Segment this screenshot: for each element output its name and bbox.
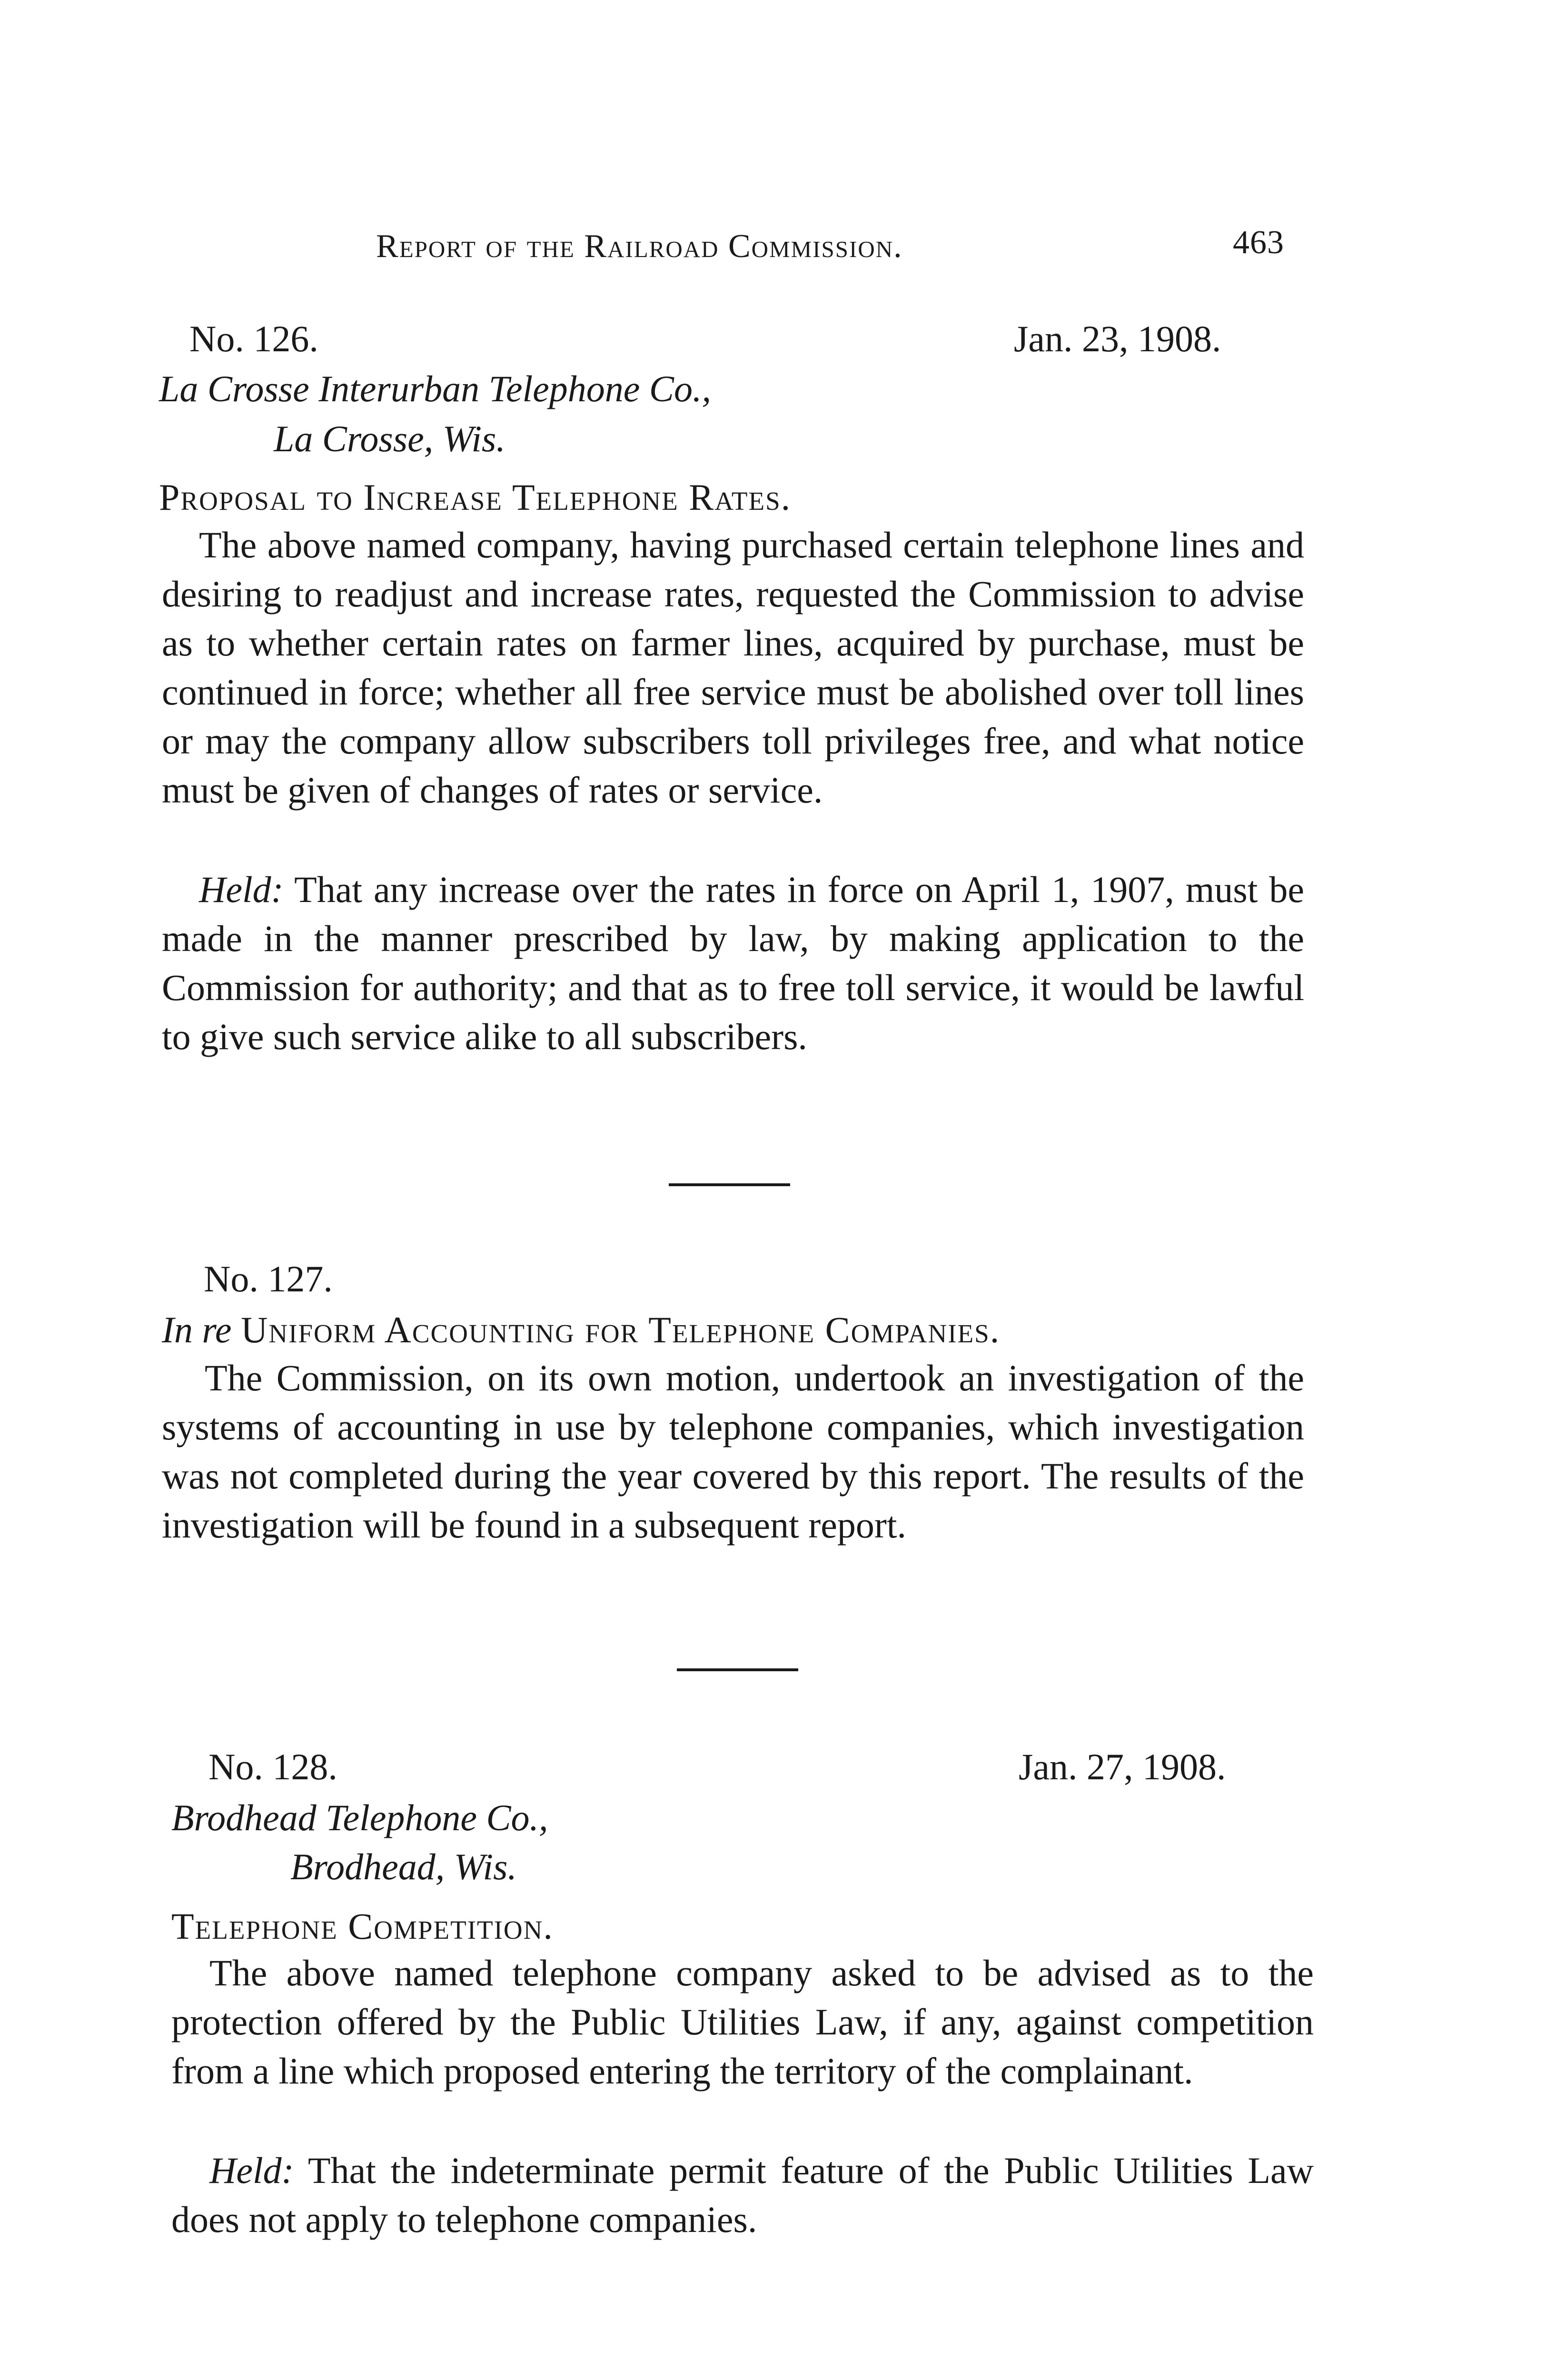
entry-126-subject: Proposal to Increase Telephone Rates.	[159, 476, 792, 518]
entry-128-party-location: Brodhead, Wis.	[290, 1846, 517, 1887]
running-title: Report of the Railroad Commission.	[376, 228, 903, 265]
entry-128-date: Jan. 27, 1908.	[1019, 1746, 1226, 1787]
entry-127-subject-prefix: In re	[162, 1309, 232, 1350]
entry-126-party-location: La Crosse, Wis.	[274, 418, 505, 459]
entry-128-party-name: Brodhead Telephone Co.,	[171, 1797, 548, 1838]
held-label: Held:	[209, 2150, 294, 2191]
entry-128-paragraph: The above named telephone company asked to be advised as to the protection offered by the Public Utilities Law, if any, against competition from a line which proposed entering the territory of the complainant.	[171, 1952, 1314, 2092]
entry-126-date: Jan. 23, 1908.	[1014, 318, 1221, 359]
section-divider	[669, 1183, 790, 1186]
held-text: That the indeterminate permit feature of the Public Utilities Law does not apply to telephone companies.	[171, 2150, 1314, 2240]
entry-126-paragraph: The above named company, having purchased certain telephone lines and desiring to readjust and increase rates, requested the Commission to advise as to whether certain rates on farmer lines, acquired by purchase, must be continued in force; whether all free service must be abolished over toll lines or may the company allow subscribers toll privileges free, and what notice must be given of changes of rates or service.	[162, 524, 1304, 811]
section-divider	[677, 1668, 798, 1671]
entry-128-holding	[171, 2146, 1314, 2244]
entry-126-holding	[162, 865, 1304, 1061]
held-text: That any increase over the rates in force on April 1, 1907, must be made in the manner prescribed by law, by making application to the Commission for authority; and that as to free toll service, it would be lawful to give such service alike to all subscribers.	[162, 869, 1304, 1057]
entry-127-number: No. 127.	[204, 1258, 333, 1299]
entry-128-subject: Telephone Competition.	[171, 1905, 554, 1947]
held-label: Held:	[199, 869, 284, 910]
entry-127-subject: Uniform Accounting for Telephone Companies.	[241, 1309, 1001, 1350]
entry-126-number: No. 126.	[189, 318, 318, 359]
entry-127-paragraph: The Commission, on its own motion, undertook an investigation of the systems of accounting in use by telephone companies, which investigation was not completed during the year covered by this report. The results of the investigation will be found in a subsequent report.	[162, 1357, 1304, 1546]
page-number: 463	[1233, 224, 1284, 261]
entry-127-subject-line	[162, 1305, 1000, 1355]
entry-128-number: No. 128.	[208, 1746, 337, 1787]
entry-126-party-name: La Crosse Interurban Telephone Co.,	[159, 368, 711, 409]
